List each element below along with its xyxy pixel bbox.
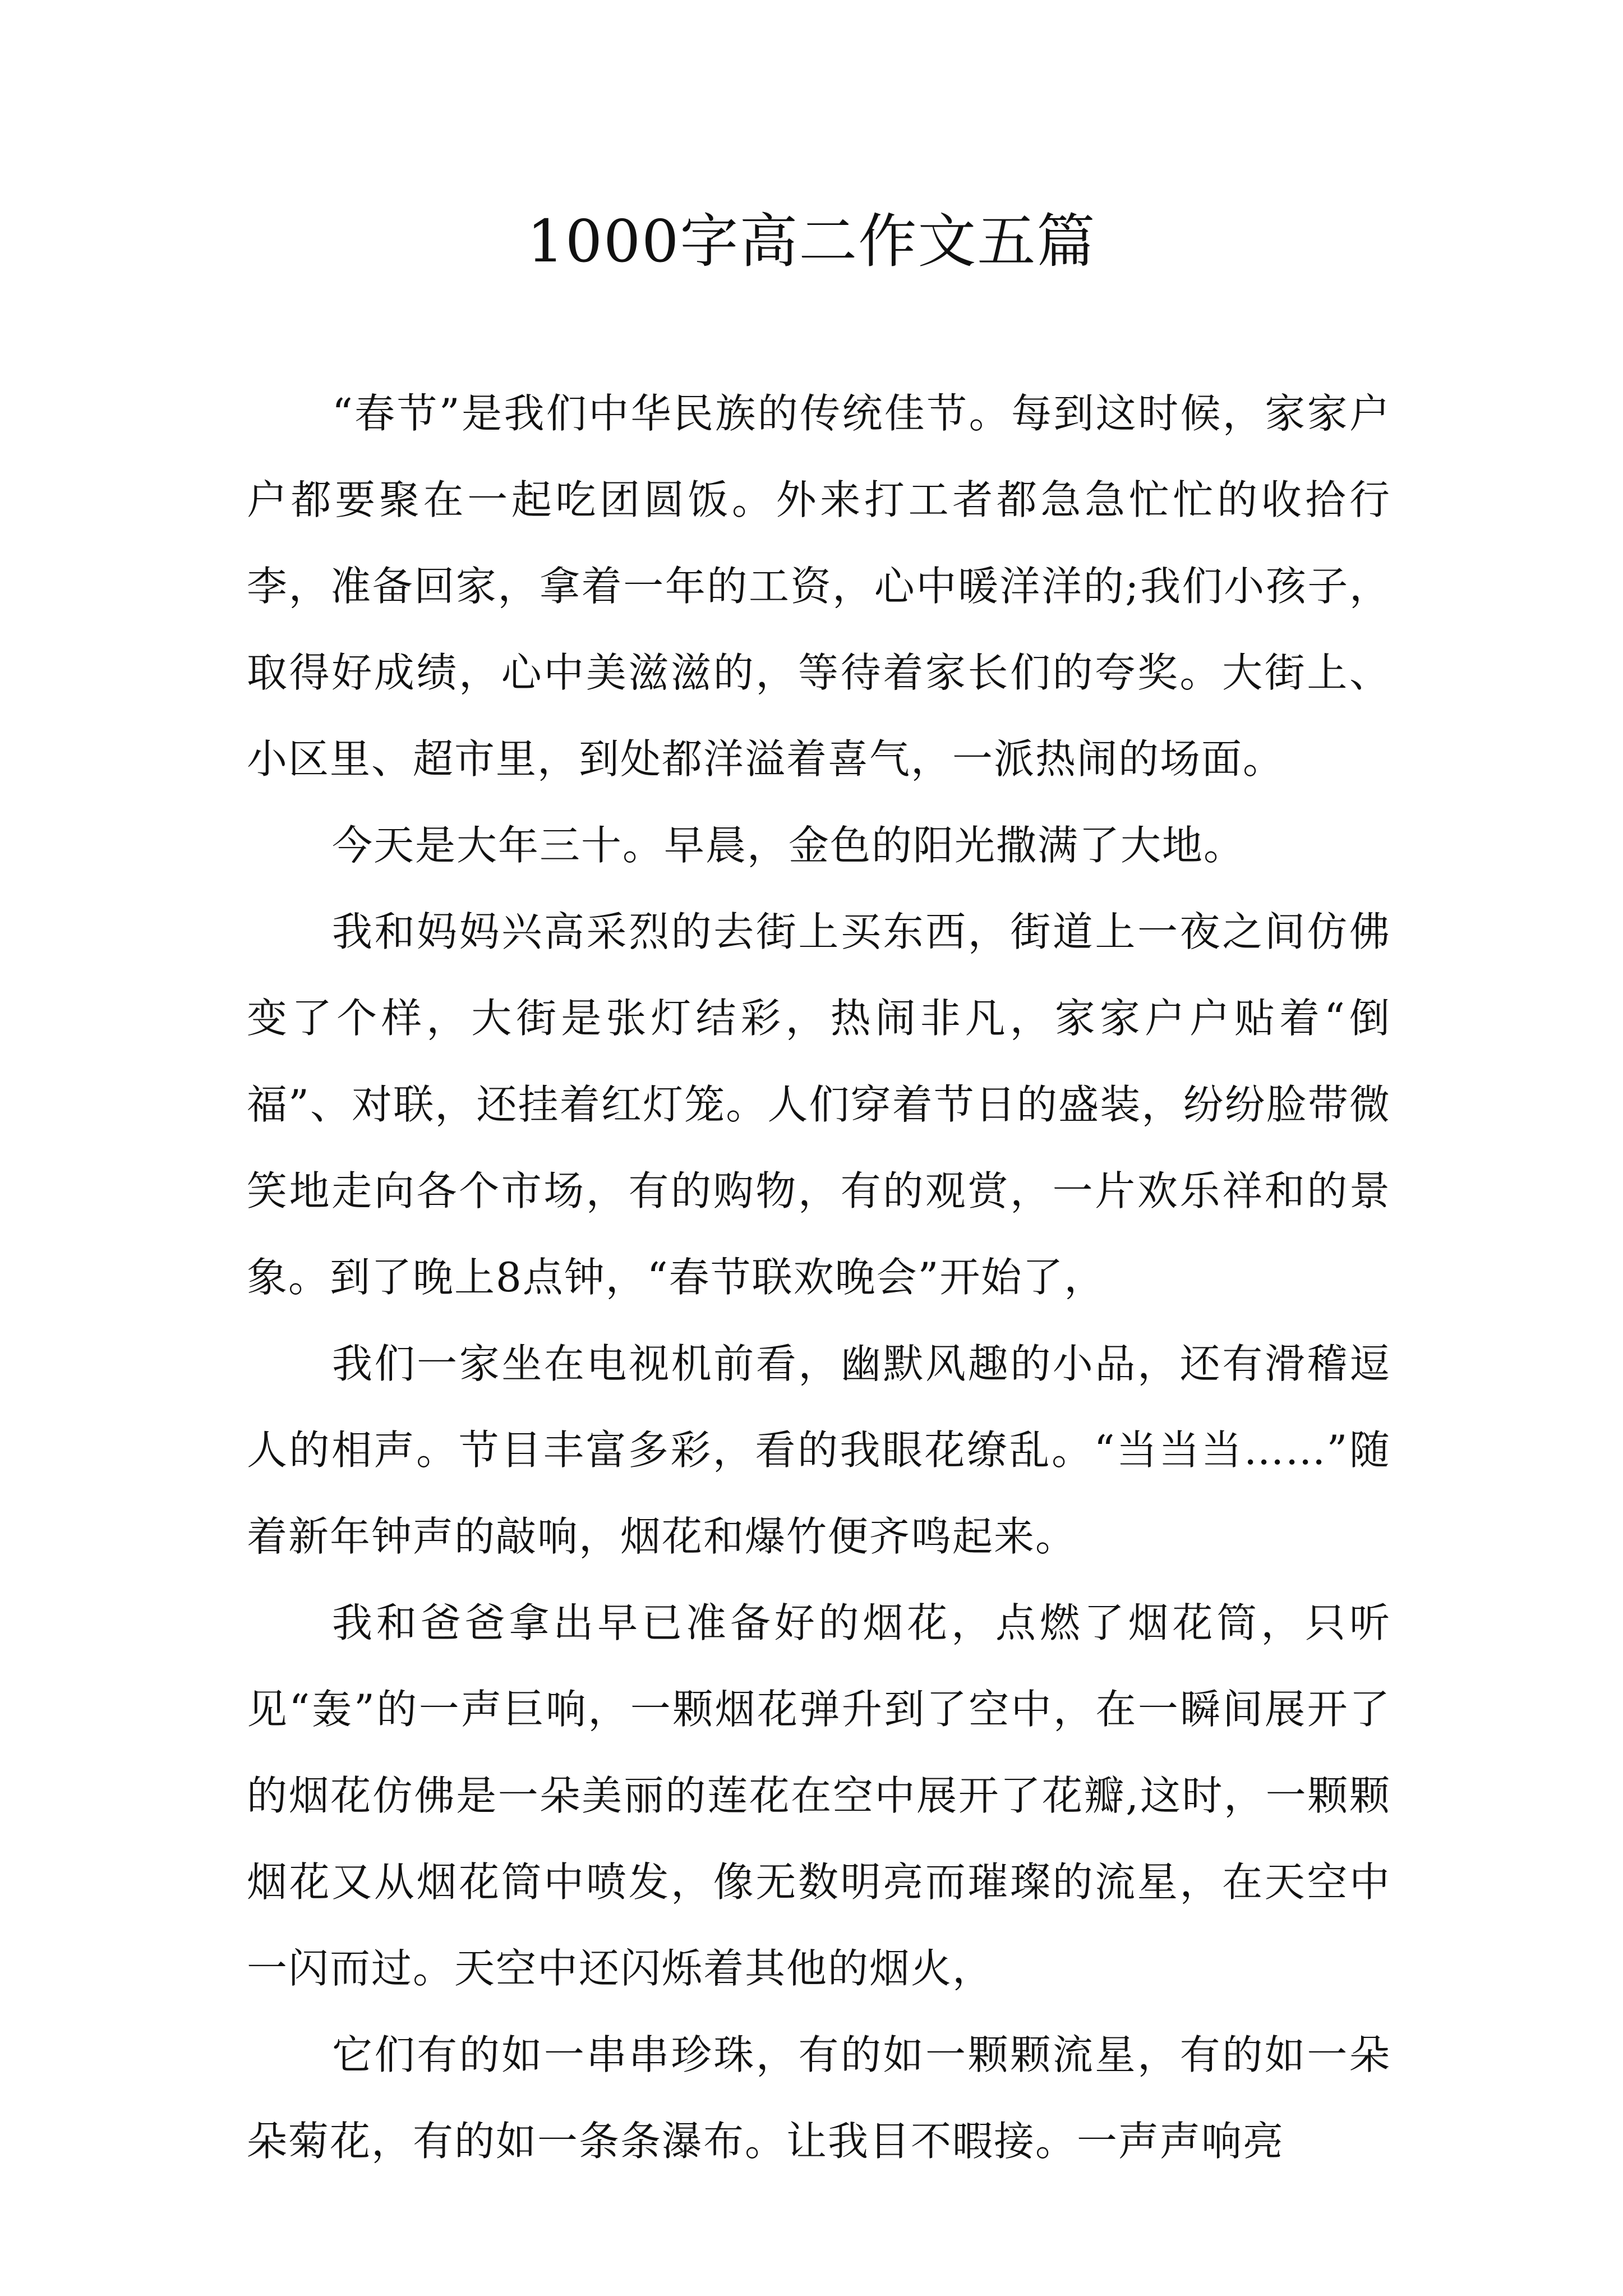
paragraph: “春节”是我们中华民族的传统佳节。每到这时候，家家户户都要聚在一起吃团圆饭。外来打工者都急急忙忙的收拾行李，准备回家，拿着一年的工资，心中暖洋洋的;我们小孩子，取得好成绩，心中美滋滋的，等待着家长们的夸奖。大街上、小区里、超市里，到处都洋溢着喜气，一派热闹的场面。 [247,390,1391,783]
paragraph: 它们有的如一串串珍珠，有的如一颗颗流星，有的如一朵朵菊花，有的如一条条瀑布。让我目不暇接。一声声响亮 [247,2031,1391,2165]
paragraph: 我和妈妈兴高采烈的去街上买东西，街道上一夜之间仿佛变了个样，大街是张灯结彩，热闹非凡，家家户户贴着“倒福”、对联，还挂着红灯笼。人们穿着节日的盛装，纷纷脸带微笑地走向各个市场，有的购物，有的观赏，一片欢乐祥和的景象。到了晚上8点钟，“春节联欢晚会”开始了， [247,908,1391,1301]
document-title: 1000字高二作文五篇 [527,207,1096,275]
document-body [247,370,1391,2184]
paragraph: 今天是大年三十。早晨，金色的阳光撒满了大地。 [332,822,1246,869]
paragraph: 我和爸爸拿出早已准备好的烟花，点燃了烟花筒，只听见“轰”的一声巨响，一颗烟花弹升到了空中，在一瞬间展开了的烟花仿佛是一朵美丽的莲花在空中展开了花瓣,这时，一颗颗烟花又从烟花筒中喷发，像无数明亮而璀璨的流星，在天空中一闪而过。天空中还闪烁着其他的烟火， [247,1599,1391,1992]
paragraph: 我们一家坐在电视机前看，幽默风趣的小品，还有滑稽逗人的相声。节目丰富多彩，看的我眼花缭乱。“当当当……”随着新年钟声的敲响，烟花和爆竹便齐鸣起来。 [247,1340,1391,1560]
